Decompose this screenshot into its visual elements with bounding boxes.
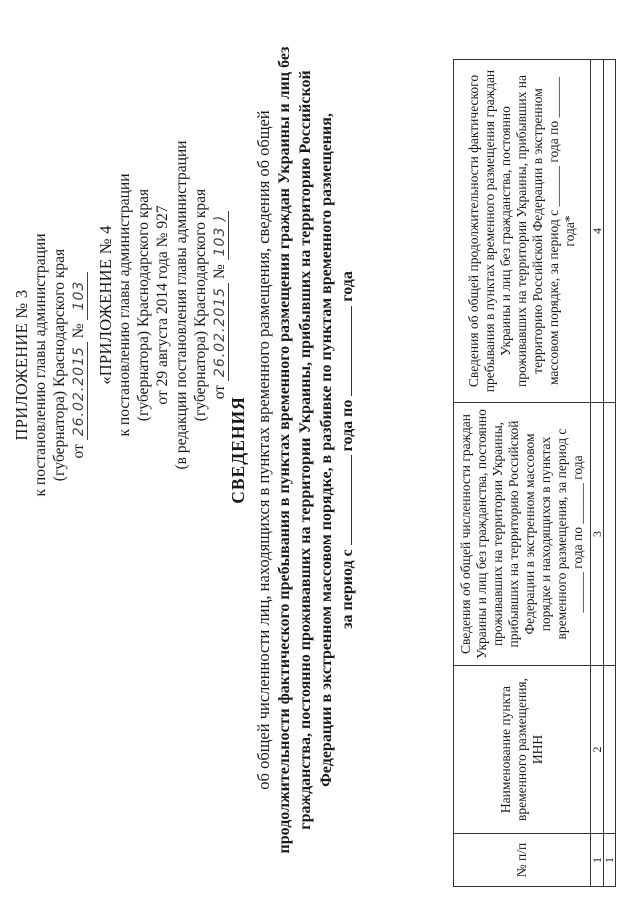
- period-end-label: года: [339, 271, 356, 302]
- appendix-3-number-label: №: [70, 323, 87, 339]
- period-from-blank: [337, 455, 352, 545]
- appendix-4-line5: (губернатора) Краснодарского края: [192, 188, 209, 422]
- appendix-4-line1: к постановлению главы администрации: [116, 173, 133, 437]
- header-total-count: Сведения об общей численности граждан Украины и лиц без гражданства, постоянно проживавших на территории Украины, прибывших на территорию Российской Федерации в экстренном массовом порядке и находящихся в пунктах временного размещения, за период с ______ года по ______ года: [454, 403, 591, 666]
- appendix-3-title: ПРИЛОЖЕНИЕ № 3: [12, 289, 31, 441]
- document-heading: [228, 35, 358, 865]
- appendix-4-from-label: от: [211, 384, 228, 400]
- appendix-3-handwritten-number: 103: [71, 272, 88, 320]
- appendix-4-block: [96, 105, 229, 505]
- appendix-4-date-line: [210, 105, 229, 505]
- document-period-line: [337, 35, 358, 865]
- appendix-4-line2: (губернатора) Краснодарского края: [135, 188, 152, 422]
- table-column-number-row: [591, 60, 604, 887]
- table-cell: [604, 403, 616, 666]
- header-number: № п/п: [454, 834, 591, 887]
- column-number-1: 1: [591, 834, 604, 887]
- appendix-4-handwritten-date: 26.02.2015: [212, 283, 229, 381]
- appendix-3-date-line: [69, 185, 88, 545]
- appendix-4-line3: от 29 августа 2014 года № 927: [154, 205, 171, 405]
- period-to-blank: [337, 306, 352, 396]
- column-number-3: 3: [591, 403, 604, 666]
- appendix-3-handwritten-date: 26.02.2015: [71, 342, 88, 440]
- table-header-row: [454, 60, 591, 887]
- appendix-4-line4: (в редакции постановления главы администрации: [173, 140, 190, 470]
- document-subtitle-line4: Федерации в экстренном массовом порядке, в разбивке по пунктам временного размещения,: [318, 113, 335, 787]
- table-cell: [604, 666, 616, 834]
- table-cell: 1: [604, 834, 616, 887]
- appendix-4-number-label: №: [211, 264, 228, 280]
- column-number-4: 4: [591, 60, 604, 403]
- appendix-3-line2: (губернатора) Краснодарского края: [51, 248, 68, 482]
- header-stay-duration: Сведения об общей продолжительности фактического пребывания в пунктах временного размещения граждан Украины и лиц без гражданства, постоянно проживавших на территории Украины, прибывших на территорию Российской Федерации в экстренном массовом порядке, за период с ______ года по ______ года*: [454, 60, 591, 403]
- document-subtitle-line2: продолжительности фактического пребывания в пунктах временного размещения граждан Украины и лиц без: [276, 46, 293, 854]
- table-cell: [604, 60, 616, 403]
- appendix-3-block: [12, 185, 88, 545]
- table-row: [604, 60, 616, 887]
- period-from-label: за период с: [339, 549, 356, 629]
- document-title: СВЕДЕНИЯ: [228, 396, 248, 504]
- document-subtitle-line3: гражданства, постоянно проживавших на территории Украины, прибывших на территорию Российской: [297, 70, 314, 830]
- document-subtitle-line1: об общей численности лиц, находящихся в пунктах временного размещения, сведения об общей: [254, 110, 273, 790]
- appendix-3-line1: к постановлению главы администрации: [32, 233, 49, 497]
- header-point-name: Наименование пункта временного размещения, ИНН: [454, 666, 591, 834]
- period-year-label: года по: [339, 399, 356, 452]
- column-number-2: 2: [591, 666, 604, 834]
- appendix-4-handwritten-number: 103 ): [212, 211, 229, 261]
- data-table: [453, 59, 616, 887]
- appendix-3-from-label: от: [70, 444, 87, 459]
- appendix-4-title: «ПРИЛОЖЕНИЕ № 4: [96, 225, 115, 385]
